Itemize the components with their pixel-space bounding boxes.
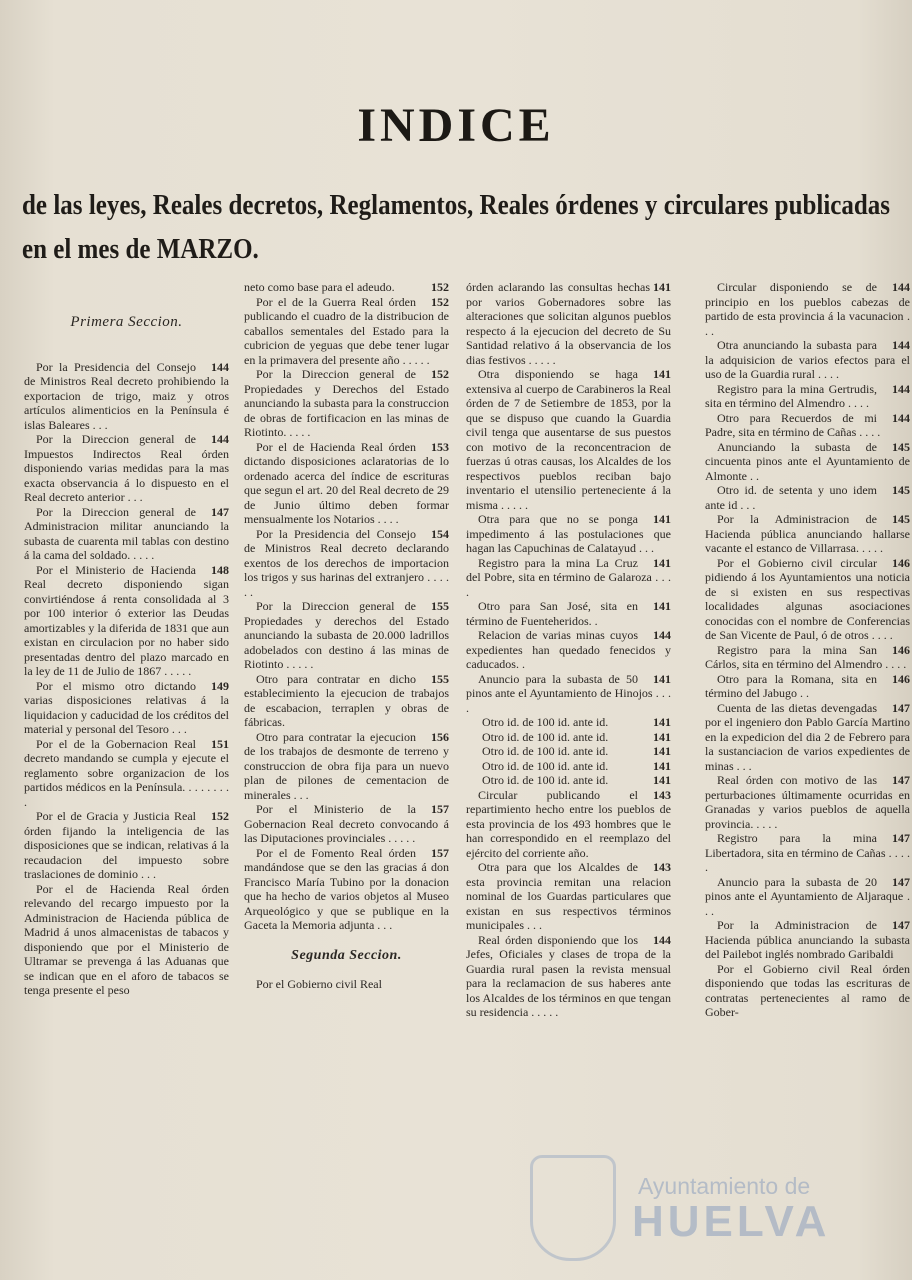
index-entry (705, 338, 910, 382)
entry-text: Anunciando la subasta de cincuenta pinos ante el Ayuntamiento de Almonte . . (705, 439, 910, 483)
entry-text: Por la Direccion general de Propiedades y derechos del Estado anunciando la subasta de 20.000 ladrillos adobelados con destino á las minas de Riotinto . . . . . (244, 599, 449, 671)
index-entry (244, 599, 449, 672)
page-number: 146 (892, 642, 910, 657)
index-entry (466, 556, 671, 600)
index-entry (24, 737, 229, 810)
index-entry (466, 773, 671, 788)
index-entry (24, 882, 229, 998)
index-entry (705, 643, 910, 672)
entry-text: Real órden disponiendo que los Jefes, Oficiales y clases de tropa de la Guardia rural pasen la revista mensual para la reclamacion de sus haberes ante los Alcaldes de los términos en que tengan su residencia . . . . . (466, 932, 671, 1019)
entry-text: Registro para la mina Gertrudis, sita en término del Almendro . . . . (705, 381, 877, 410)
index-entry (705, 382, 910, 411)
page-number: 141 (653, 758, 671, 773)
page-number: 145 (892, 439, 910, 454)
entry-text: Relacion de varias minas cuyos expedientes han quedado fenecidos y caducados. . (466, 628, 671, 671)
entry-text: Otro para contratar en dicho establecimiento la ejecucion de trabajos de escabacion, terraplen y obras de fábricas. (244, 671, 449, 729)
page-number: 147 (892, 773, 910, 787)
index-entry (466, 759, 671, 774)
index-entry (24, 505, 229, 563)
page-number: 143 (653, 860, 671, 874)
entry-text: Por el de Hacienda Real órden dictando disposiciones aclaratorias de lo ordenado acerca del índice de escrituras que segun el art. 20 del Real decreto de 29 de Junio último deben formar mensualmente los Notarios . . . . (244, 439, 449, 526)
page-number: 147 (892, 874, 910, 889)
page-number: 141 (653, 599, 671, 613)
page-number: 145 (892, 483, 910, 497)
index-entry (244, 846, 449, 933)
index-entry (705, 831, 910, 875)
index-entry (466, 599, 671, 628)
page-number: 147 (892, 831, 910, 845)
page-number: 144 (653, 932, 671, 947)
page-number: 141 (653, 773, 671, 787)
entry-text: Registro para la mina Libertadora, sita en término de Cañas . . . . . (705, 831, 910, 874)
entry-text: Real órden con motivo de las perturbaciones últimamente ocurridas en Granadas y varios pueblos de aquella provincia. . . . . (705, 773, 910, 831)
index-entry (705, 411, 910, 440)
entry-text: Registro para la mina San Cárlos, sita en término del Almendro . . . . (705, 642, 907, 671)
page-number: 147 (892, 700, 910, 715)
page-number: 156 (431, 729, 449, 744)
page-number: 144 (892, 280, 910, 294)
entry-text: Por el mismo otro dictando varias disposiciones relativas á la liquidacion y caducidad de los créditos del material y personal del Tesoro . . . (24, 678, 229, 736)
column-3 (466, 280, 671, 1020)
entry-text: Otro id. de 100 id. ante id. (482, 729, 609, 744)
entry-text: Por el de Gracia y Justicia Real órden fijando la inteligencia de las disposiciones que se indican, relativas á la recaudacion del impuesto sobre traslaciones de dominio . . . (24, 809, 229, 881)
page-number: 143 (653, 787, 671, 802)
entry-text: Anuncio para la subasta de 20 pinos ante el Ayuntamiento de Aljaraque . . . (705, 874, 910, 918)
index-entry (705, 440, 910, 484)
entry-text: Por el Ministerio de Hacienda Real decreto disponiendo sigan convirtiéndose á renta consolidada al 3 por 100 interior ó exterior las Deudas amortizables y la diferida de 1831 que aun existan en circulacion por no haber sido presentadas dentro del plazo marcado en la ley de 11 de Julio de 1867 . . . . . (24, 562, 229, 678)
index-entry (24, 679, 229, 737)
page-number: 153 (431, 439, 449, 454)
page-number: 147 (211, 504, 229, 519)
index-entry (466, 730, 671, 745)
entry-text: Anuncio para la subasta de 50 pinos ante el Ayuntamiento de Hinojos . . . . (466, 671, 671, 715)
index-entry (244, 730, 449, 803)
page-number: 152 (431, 294, 449, 309)
page-number: 157 (431, 802, 449, 816)
entry-text: Otro id. de 100 id. ante id. (482, 744, 609, 758)
index-entry (244, 672, 449, 730)
page-number: 146 (892, 555, 910, 570)
index-entry (466, 744, 671, 759)
entry-text: Otra disponiendo se haga extensiva al cuerpo de Carabineros la Real órden de 7 de Setiembre de 1853, por la que se dispuso que cuando la Guardia civil tenga que ausentarse de sus puestos con motivo de la reconcentracion de fuerzas ú otras causas, los Alcaldes de los respectivos pueblos reciban bajo inventario el utensilio perteneciente á la misma . . . . . (466, 367, 671, 512)
page-number: 148 (211, 562, 229, 577)
entry-text: Otro para San José, sita en término de Fuenteheridos. . (466, 599, 638, 628)
section-heading-primera: Primera Seccion. (70, 314, 183, 330)
index-entry (705, 556, 910, 643)
entry-text: Por la Direccion general de Impuestos Indirectos Real órden disponiendo varias medidas para la mas exacta observancia á lo dispuesto en el Real decreto anterior . . . (24, 432, 229, 504)
entry-text: Otra para que no se ponga impedimento á las postulaciones que hagan las Capuchinas de Calatayud . . . (466, 512, 671, 555)
index-entry (705, 773, 910, 831)
entry-text: Otra para que los Alcaldes de esta provincia remitan una relacion nominal de los Guardas particulares que existan en sus respectivos términos municipales . . . (466, 860, 671, 932)
index-entry (466, 512, 671, 556)
page-number: 141 (653, 729, 671, 744)
index-entry (24, 809, 229, 882)
page-number: 149 (211, 678, 229, 693)
entry-text: Otra anunciando la subasta para la adquisicion de varios efectos para el uso de la Guardia rural . . . . (705, 338, 910, 381)
entry-text: Por el de la Gobernacion Real decreto mandando se cumpla y ejecute el reglamento sobre organizacion de los partidos médicos en la Península. . . . . . . . . (24, 736, 229, 809)
index-entry (705, 280, 910, 338)
column-1 (24, 280, 229, 998)
column-4 (705, 280, 910, 1020)
index-entry (24, 432, 229, 505)
page-number: 141 (653, 744, 671, 758)
page-number: 141 (653, 555, 671, 570)
page-title: INDICE (357, 99, 555, 152)
index-entry (466, 715, 671, 730)
entry-text: Por el Ministerio de la Gobernacion Real decreto convocando á las Diputaciones provinciales . . . . . (244, 802, 449, 845)
watermark-line-2: HUELVA (632, 1197, 831, 1246)
entry-text: Circular disponiendo se de principio en los pueblos cabezas de partido de esta provincia á la vacunacion . . . (705, 280, 910, 338)
index-entry (705, 962, 910, 1020)
page-number: 141 (653, 671, 671, 686)
index-entry (705, 483, 910, 512)
entry-text: neto como base para el adeudo. (244, 280, 395, 294)
entry-text: Por el Gobierno civil Real órden disponiendo que todas las escrituras de contratas pertenecientes al ramo de Gober- (705, 961, 910, 1019)
page-subtitle: de las leyes, Reales decretos, Reglamentos, Reales órdenes y circulares publicadas en el mes de MARZO. (22, 190, 890, 265)
index-entry (705, 918, 910, 962)
page-number: 141 (653, 280, 671, 294)
entry-text: Otro para contratar la ejecucion de los trabajos de desmonte de terreno y construccion de obra fija para un nuevo plan de pilones de cementacion de minerales . . . (244, 729, 449, 802)
entry-text: órden aclarando las consultas hechas por varios Gobernadores sobre las alteraciones que solicitan algunos pueblos respecto á la ejecucion del decreto de Su Santidad relativo á la observancia de los dias festivos . . . . . (466, 280, 671, 367)
page-number: 152 (431, 280, 449, 294)
page-number: 141 (653, 512, 671, 526)
index-entry (244, 527, 449, 600)
page-number: 155 (431, 599, 449, 613)
page-number: 151 (211, 736, 229, 751)
index-entry (466, 628, 671, 672)
page-number: 152 (211, 809, 229, 823)
page-number: 157 (431, 845, 449, 860)
index-entry (244, 295, 449, 368)
entry-text: Otro id. de 100 id. ante id. (482, 758, 609, 773)
entry-text: Por la Administracion de Hacienda pública anunciando hallarse vacante el estanco de Villarrasa. . . . . (705, 512, 910, 555)
entry-text: Por la Direccion general de Administracion militar anunciando la subasta de cuarenta mil tablas con destino á la cama del soldado. . . . . (24, 504, 229, 562)
entry-text: Registro para la mina La Cruz del Pobre, sita en término de Galaroza . . . . (466, 555, 671, 599)
page-number: 144 (892, 410, 910, 425)
entry-text: Por la Presidencia del Consejo de Ministros Real decreto declarando exentos de los derechos de importacion los trigos y sus harinas del extranjero . . . . . . (244, 526, 449, 599)
watermark-line-1: Ayuntamiento de (638, 1173, 811, 1199)
entry-text: Otro id. de 100 id. ante id. (482, 773, 609, 787)
index-entry (466, 280, 671, 367)
seal-icon (530, 1155, 616, 1261)
index-entry (705, 701, 910, 774)
page-number: 144 (211, 432, 229, 446)
page-number: 144 (211, 359, 229, 374)
page-number: 141 (653, 715, 671, 729)
entry-text: Por el de Hacienda Real órden relevando del recargo impuesto por la Administracion de Hacienda pública de Madrid á unos almacenistas de tabacos y disponiendo que por el Ministerio de Ultramar se prevenga á las Aduanas que se indican que en el aforo de tabacos se tenga presente el peso (24, 881, 229, 997)
entry-text: Por el de la Guerra Real órden publicando el cuadro de la distribucion de caballos sementales del Estado para la cubricion de yeguas que debe tener lugar en la primavera del presente año . . . . . (244, 294, 449, 367)
index-entry (244, 440, 449, 527)
entry-text: Otro id. de setenta y uno idem ante id . . . (705, 483, 877, 512)
index-entry (244, 280, 449, 295)
entry-text: Otro para Recuerdos de mi Padre, sita en término de Cañas . . . . (705, 410, 881, 439)
page-number: 141 (653, 367, 671, 381)
entry-text: Por el Gobierno civil Real (256, 977, 382, 991)
index-entry (466, 672, 671, 716)
index-entry (705, 672, 910, 701)
page-number: 145 (892, 512, 910, 526)
entry-text: Por la Presidencia del Consejo de Ministros Real decreto prohibiendo la exportacion de trigo, maiz y otros artículos alimenticios en la Península é islas Baleares . . . (24, 359, 229, 432)
index-entry (24, 563, 229, 679)
entry-text: Cuenta de las dietas devengadas por el ingeniero don Pablo García Martino en la expedicion del dia 2 de Febrero para la sustanciacion de varios expedientes de minas . . . (705, 700, 910, 773)
entry-text: Por la Administracion de Hacienda pública anunciando la subasta del Pailebot inglés nombrado Garibaldi (705, 918, 910, 961)
index-entry (244, 977, 449, 992)
page-number: 144 (892, 381, 910, 396)
index-entry (466, 367, 671, 512)
page-number: 155 (431, 671, 449, 686)
entry-text: Circular publicando el repartimiento hecho entre los pueblos de esta provincia de los 493 hombres que le han correspondido en el reemplazo del ejército del corriente año. (466, 787, 671, 860)
index-entry (466, 933, 671, 1020)
entry-text: Por la Direccion general de Propiedades y Derechos del Estado anunciando la subasta para la construccion de obras de fortificacion en las minas de Riotinto. . . . . (244, 367, 449, 439)
index-entry (466, 788, 671, 861)
section-heading-segunda: Segunda Seccion. (291, 947, 402, 963)
index-entry (244, 802, 449, 846)
entry-text: Por el Gobierno civil circular pidiendo á los Ayuntamientos una noticia de si existen en sus respectivas localidades algunas asociaciones conocidas con el nombre de Conferencias de San Vicente de Paul, ó de otros . . . . (705, 555, 910, 642)
page-number: 147 (892, 918, 910, 932)
page-number: 154 (431, 526, 449, 541)
page-number: 152 (431, 367, 449, 381)
page-number: 144 (653, 628, 671, 642)
index-entry (705, 512, 910, 556)
page-number: 144 (892, 338, 910, 352)
entry-text: Otro id. de 100 id. ante id. (482, 715, 609, 729)
page-number: 146 (892, 671, 910, 686)
archive-watermark (560, 1165, 890, 1255)
index-entry (466, 860, 671, 933)
index-entry (24, 360, 229, 433)
index-entry (705, 875, 910, 919)
entry-text: Por el de Fomento Real órden mandándose que se den las gracias á don Francisco María Tubino por la donacion que ha hecho de varios objetos al Museo Arqueológico y que se publique en la Gaceta la Memoria adjunta . . . (244, 845, 449, 932)
column-2 (244, 280, 449, 992)
entry-text: Otro para la Romana, sita en término del Jabugo . . (705, 671, 877, 700)
index-entry (244, 367, 449, 440)
